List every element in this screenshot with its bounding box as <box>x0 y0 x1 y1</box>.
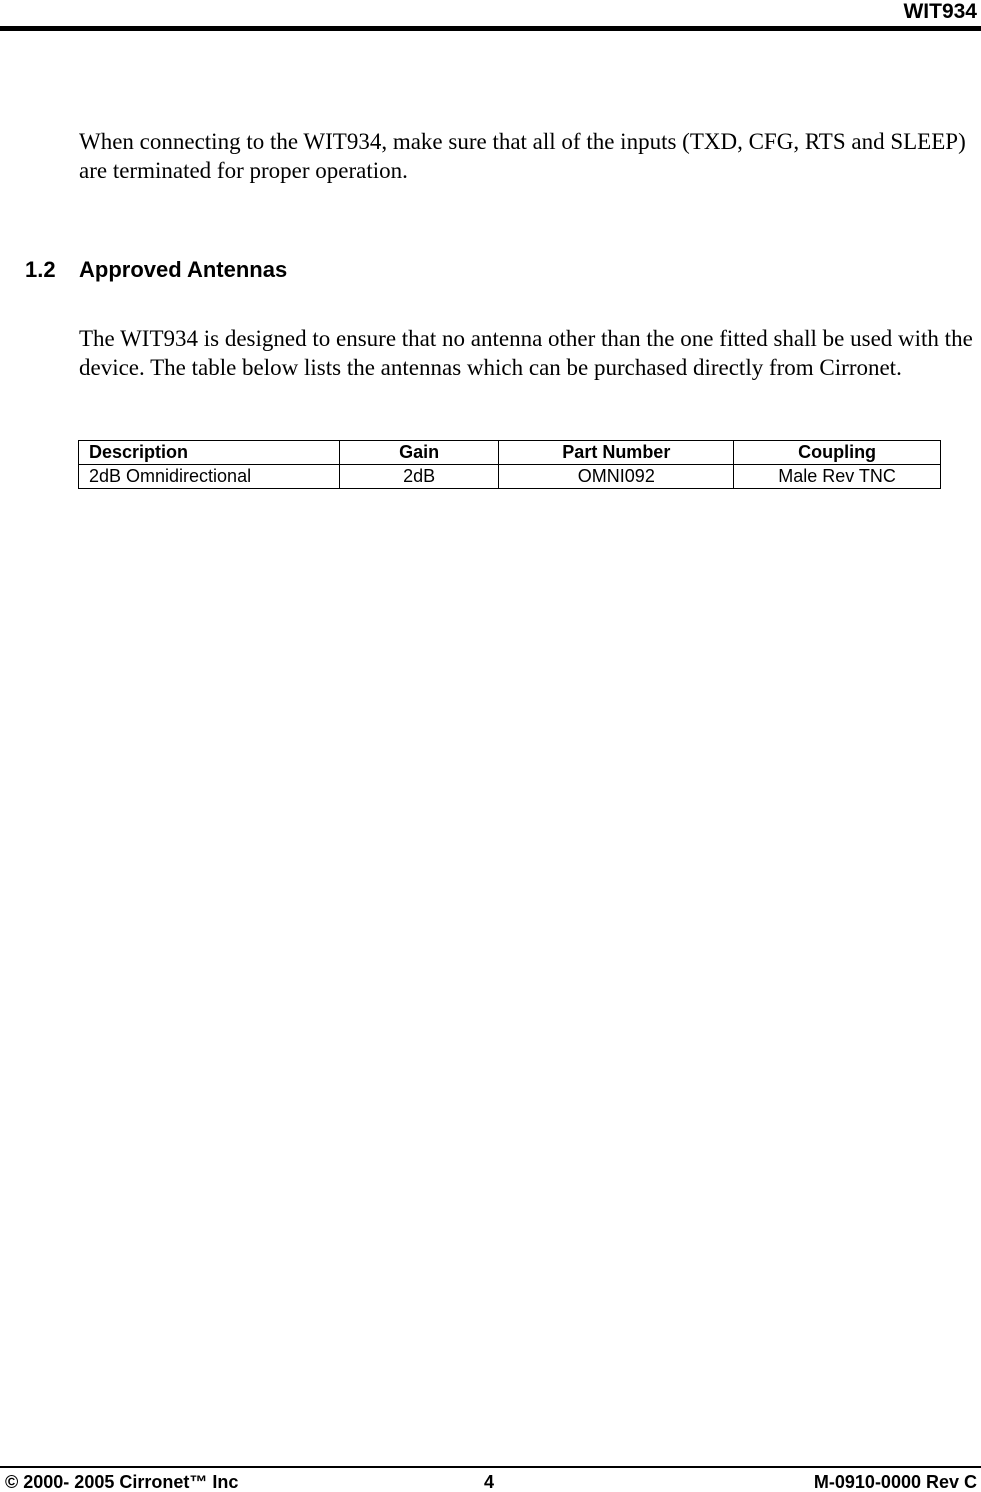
cell-gain: 2dB <box>339 465 499 489</box>
column-header-coupling: Coupling <box>734 441 941 465</box>
approved-antennas-table <box>78 440 941 489</box>
section-number: 1.2 <box>25 257 56 282</box>
paragraph-termination-note: When connecting to the WIT934, make sure that all of the inputs (TXD, CFG, RTS and SLEEP) are terminated for proper operation. <box>79 129 966 183</box>
column-header-description: Description <box>79 441 340 465</box>
footer-rule <box>0 1466 981 1468</box>
column-header-gain: Gain <box>339 441 499 465</box>
paragraph-antenna-policy: The WIT934 is designed to ensure that no antenna other than the one fitted shall be used with the device. The table below lists the antennas which can be purchased directly from Cirronet. <box>79 326 973 380</box>
cell-description: 2dB Omnidirectional <box>79 465 340 489</box>
table-header-row <box>79 441 941 465</box>
document-header-title: WIT934 <box>903 0 977 23</box>
header-rule <box>0 26 981 31</box>
cell-part-number: OMNI092 <box>499 465 734 489</box>
table-row <box>79 465 941 489</box>
section-title: Approved Antennas <box>79 257 288 282</box>
section-heading <box>25 256 287 284</box>
footer-copyright: © 2000- 2005 Cirronet™ Inc <box>5 1472 239 1492</box>
footer-document-id: M-0910-0000 Rev C <box>813 1472 977 1492</box>
column-header-part-number: Part Number <box>499 441 734 465</box>
cell-coupling: Male Rev TNC <box>734 465 941 489</box>
footer-page-number: 4 <box>484 1472 495 1492</box>
